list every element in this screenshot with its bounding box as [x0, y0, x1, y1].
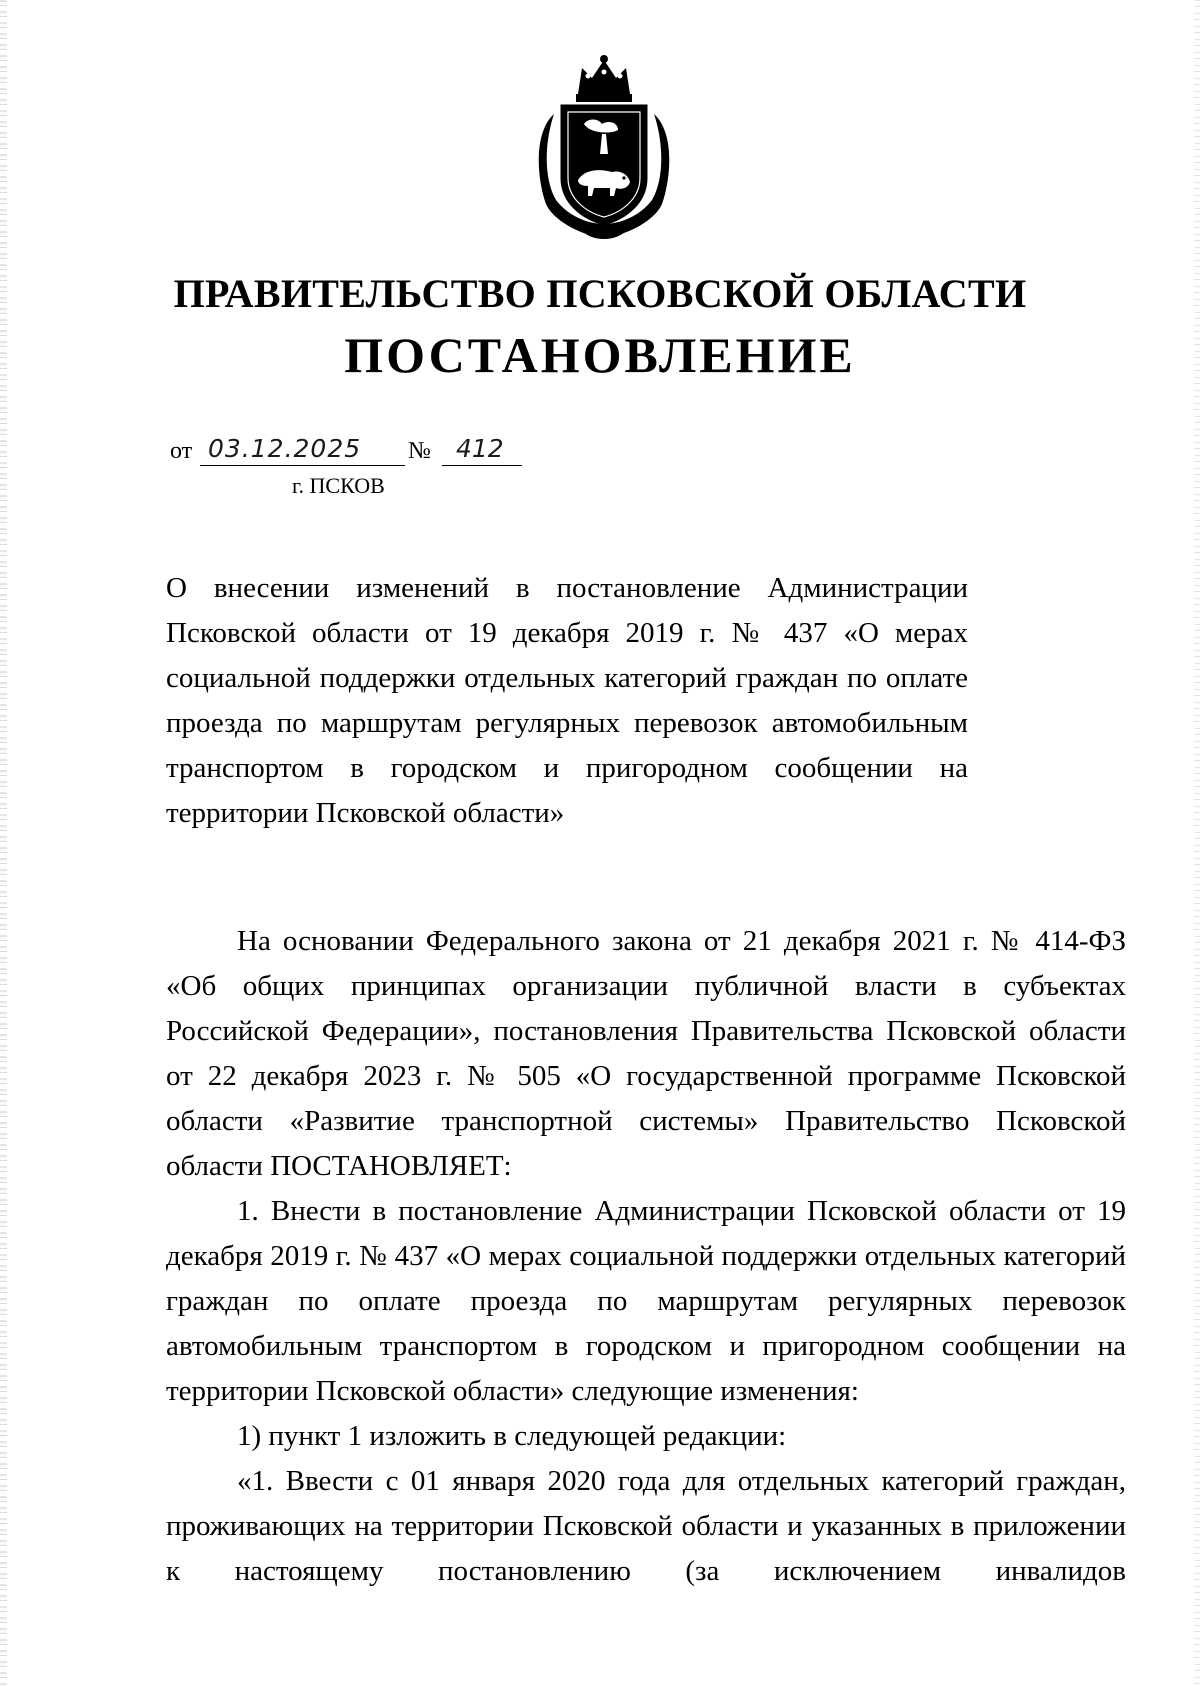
preamble-paragraph: На основании Федерального закона от 21 декабря 2021 г. № 414-ФЗ «Об общих принципах организации публичной власти в субъектах Российской Федерации», постановления Правительства Псковской области от 22 декабря 2023 г. № 505 «О государственной программе Псковской области «Развитие транспортной системы» Правительство Псковской области ПОСТАНОВЛЯЕТ: — [166, 925, 1126, 1182]
document-requisites — [170, 434, 530, 472]
scan-edge-left — [0, 0, 7, 1686]
document-body — [166, 919, 1126, 1594]
document-title: О внесении изменений в постановление Администрации Псковской области от 19 декабря 2019 г. № 437 «О мерах социальной поддержки отдельных категорий граждан по оплате проезда по маршрутам регулярных перевозок автомобильным транспортом в городском и пригородном сообщении на территории Псковской области» — [166, 572, 968, 829]
document-date: 03.12.2025 — [200, 434, 405, 466]
date-prefix: от — [170, 438, 193, 464]
authority-name: ПРАВИТЕЛЬСТВО ПСКОВСКОЙ ОБЛАСТИ — [173, 271, 1027, 316]
document-number: 412 — [442, 434, 522, 466]
document-type: ПОСТАНОВЛЕНИЕ — [344, 327, 856, 383]
document-city: г. ПСКОВ — [292, 473, 385, 498]
subitem-1-paragraph: 1) пункт 1 изложить в следующей редакции: — [237, 1420, 787, 1452]
coat-of-arms-icon — [532, 54, 676, 246]
quoted-amendment-paragraph: «1. Ввести с 01 января 2020 года для отдельных категорий граждан, проживающих на территории Псковской области и указанных в приложении к настоящему постановлению (за исключением инвалидов — [166, 1465, 1126, 1587]
number-label: № — [408, 438, 431, 464]
scan-edge-right — [1194, 0, 1200, 1686]
item-1-paragraph: 1. Внести в постановление Администрации Псковской области от 19 декабря 2019 г. № 437 «О мерах социальной поддержки отдельных категорий граждан по оплате проезда по маршрутам регулярных перевозок автомобильным транспортом в городском и пригородном сообщении на территории Псковской области» следующие изменения: — [166, 1195, 1126, 1407]
